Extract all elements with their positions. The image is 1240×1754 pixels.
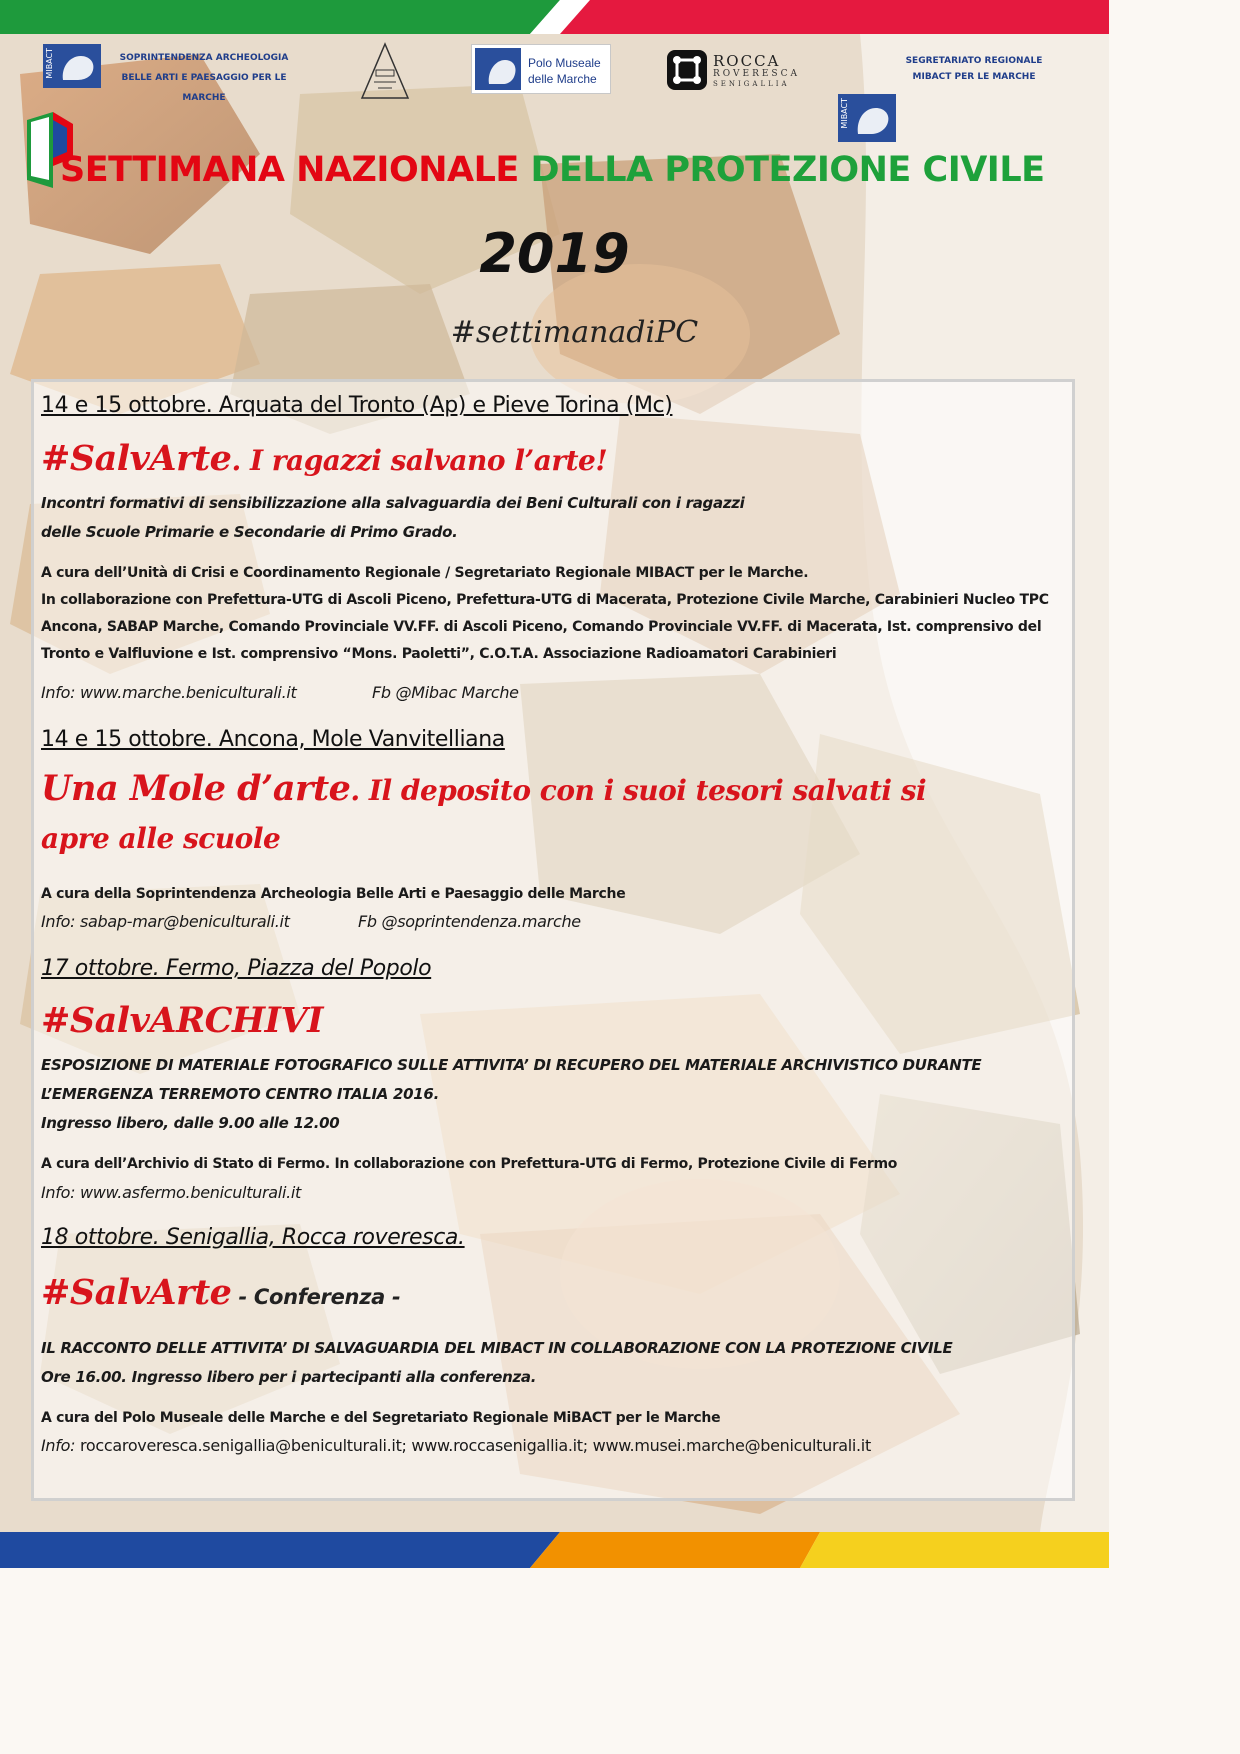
logo-row bbox=[0, 40, 1109, 129]
event-4-title bbox=[41, 1272, 400, 1313]
event-1-body-line2: In collaborazione con Prefettura-UTG di Ascoli Piceno, Prefettura-UTG di Macerata, Protezione Civile Marche, Carabinieri Nucleo TPC bbox=[41, 592, 1049, 608]
rocca-sub1: ROVERESCA bbox=[713, 69, 800, 79]
rocca-sub2: SENIGALLIA bbox=[713, 80, 790, 88]
mibact-logo-mark bbox=[43, 44, 101, 88]
event-1-info: Info: www.marche.beniculturali.it bbox=[41, 683, 297, 702]
title-red-part: SETTIMANA NAZIONALE bbox=[60, 150, 519, 190]
title-green-part: DELLA PROTEZIONE CIVILE bbox=[530, 150, 1045, 190]
event-1-fb: Fb @Mibac Marche bbox=[372, 683, 519, 702]
event-3-title bbox=[41, 1000, 323, 1041]
events-panel bbox=[31, 379, 1075, 1501]
main-title bbox=[60, 150, 1100, 190]
segretariato-line2: MIBACT PER LE MARCHE bbox=[912, 72, 1036, 82]
polo-museale-text bbox=[528, 55, 601, 87]
event-3-body-line1: A cura dell’Archivio di Stato di Fermo. In collaborazione con Prefettura-UTG di Fermo, Protezione Civile di Fermo bbox=[41, 1156, 898, 1172]
polo-museale-line2: delle Marche bbox=[528, 72, 597, 86]
event-1-body-line3: Ancona, SABAP Marche, Comando Provinciale VV.FF. di Ascoli Piceno, Comando Provinciale VV.FF. di Macerata, Ist. comprensivo del bbox=[41, 619, 1042, 635]
segretariato-mark-text: MIBACT bbox=[840, 98, 849, 129]
event-3-desc-line2: L’EMERGENZA TERREMOTO CENTRO ITALIA 2016. bbox=[41, 1085, 439, 1103]
event-4-body-line1: A cura del Polo Museale delle Marche e del Segretariato Regionale MiBACT per le Marche bbox=[41, 1410, 721, 1426]
event-1-title-rest: . I ragazzi salvano l’arte! bbox=[231, 444, 608, 477]
asfm-logo-icon bbox=[356, 42, 414, 102]
event-3-info: Info: www.asfermo.beniculturali.it bbox=[41, 1183, 301, 1202]
hashtag-subtitle: #settimanadiPC bbox=[450, 315, 699, 350]
sabap-logo-text bbox=[106, 48, 302, 108]
event-4-heading: 18 ottobre. Senigallia, Rocca roveresca. bbox=[41, 1225, 465, 1250]
event-2-heading: 14 e 15 ottobre. Ancona, Mole Vanvitelliana bbox=[41, 727, 505, 752]
event-2-title-line2-text: apre alle scuole bbox=[41, 822, 281, 855]
event-4-info-label: Info: bbox=[41, 1436, 76, 1455]
mibact-figure-icon bbox=[43, 44, 101, 88]
rocca-logo-mark-icon bbox=[667, 50, 707, 90]
event-2-title-line2 bbox=[41, 822, 280, 855]
event-1-title bbox=[41, 438, 607, 479]
event-1-desc-line2: delle Scuole Primarie e Secondarie di Primo Grado. bbox=[41, 523, 458, 541]
rocca-logo-text bbox=[713, 53, 800, 89]
event-2-title-main: Una Mole d’arte bbox=[41, 768, 351, 809]
polo-museale-mark-icon bbox=[475, 48, 521, 90]
event-3-title-main: #SalvARCHIVI bbox=[41, 1000, 323, 1041]
event-2-fb: Fb @soprintendenza.marche bbox=[358, 912, 581, 931]
event-1-heading: 14 e 15 ottobre. Arquata del Tronto (Ap) e Pieve Torina (Mc) bbox=[41, 393, 673, 418]
segretariato-logo-text bbox=[904, 53, 1044, 85]
mibact-mark-text: MIBACT bbox=[45, 48, 54, 79]
event-2-info: Info: sabap-mar@beniculturali.it bbox=[41, 912, 290, 931]
event-4-title-suffix: - Conferenza - bbox=[231, 1285, 401, 1309]
top-color-band bbox=[0, 0, 1109, 34]
year-title: 2019 bbox=[479, 222, 630, 285]
event-3-heading: 17 ottobre. Fermo, Piazza del Popolo bbox=[41, 956, 432, 981]
segretariato-line1: SEGRETARIATO REGIONALE bbox=[905, 56, 1043, 66]
sabap-logo-line2: BELLE ARTI E PAESAGGIO PER LE MARCHE bbox=[121, 73, 287, 103]
segretariato-figure-icon bbox=[838, 94, 896, 142]
event-1-desc-line1: Incontri formativi di sensibilizzazione alla salvaguardia dei Beni Culturali con i ragazzi bbox=[41, 494, 745, 512]
segretariato-logo-mark bbox=[838, 94, 896, 142]
event-2-title-rest: . Il deposito con i suoi tesori salvati si bbox=[350, 774, 927, 807]
bottom-color-band bbox=[0, 1532, 1109, 1568]
event-2-title bbox=[41, 768, 926, 809]
event-2-body-line1: A cura della Soprintendenza Archeologia Belle Arti e Paesaggio delle Marche bbox=[41, 886, 626, 902]
event-4-desc-line2: Ore 16.00. Ingresso libero per i partecipanti alla conferenza. bbox=[41, 1368, 537, 1386]
event-4-title-main: #SalvArte bbox=[41, 1272, 232, 1313]
rocca-name: ROCCA bbox=[713, 52, 781, 70]
event-4-info-value: roccaroveresca.senigallia@beniculturali.it; www.roccasenigallia.it; www.musei.marche@beniculturali.it bbox=[75, 1436, 871, 1455]
event-1-body-line1: A cura dell’Unità di Crisi e Coordinamento Regionale / Segretariato Regionale MIBACT per le Marche. bbox=[41, 565, 809, 581]
sabap-logo-line1: SOPRINTENDENZA ARCHEOLOGIA bbox=[119, 53, 289, 63]
event-1-body-line4: Tronto e Valfluvione e Ist. comprensivo “Mons. Paoletti”, C.O.T.A. Associazione Radioamatori Carabinieri bbox=[41, 646, 837, 662]
event-1-title-main: #SalvArte bbox=[41, 438, 232, 479]
event-3-desc-line1: ESPOSIZIONE DI MATERIALE FOTOGRAFICO SULLE ATTIVITA’ DI RECUPERO DEL MATERIALE ARCHIVISTICO DURANTE bbox=[41, 1056, 982, 1074]
event-4-desc-line1: IL RACCONTO DELLE ATTIVITA’ DI SALVAGUARDIA DEL MIBACT IN COLLABORAZIONE CON LA PROTEZIONE CIVILE bbox=[41, 1339, 953, 1357]
polo-museale-logo bbox=[471, 44, 611, 94]
polo-museale-line1: Polo Museale bbox=[528, 56, 601, 70]
event-4-info bbox=[41, 1436, 871, 1455]
event-3-desc-line3: Ingresso libero, dalle 9.00 alle 12.00 bbox=[41, 1114, 340, 1132]
